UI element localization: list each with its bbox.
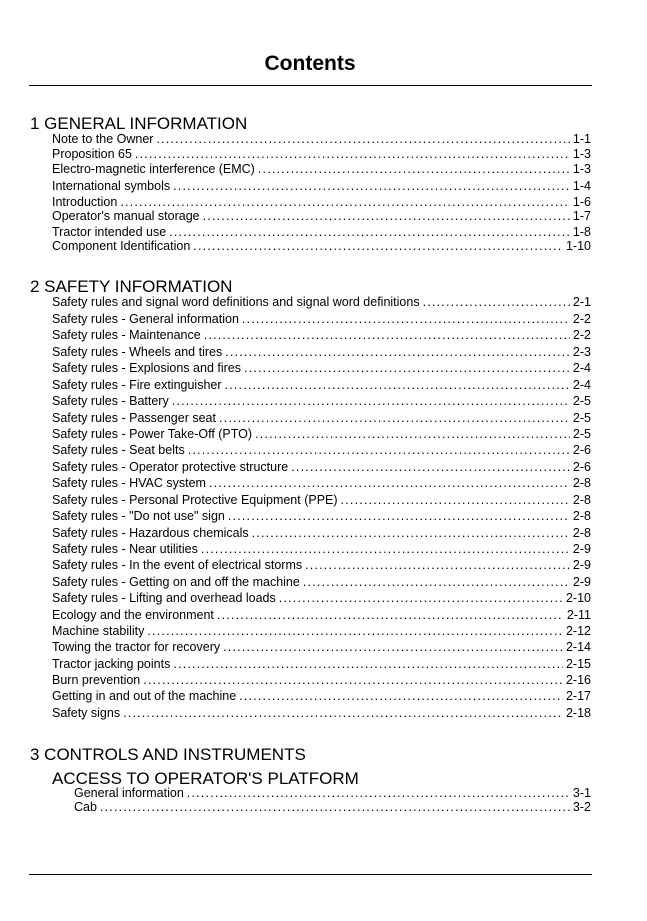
toc-entry[interactable] [74,786,591,801]
leader-dots [303,575,570,590]
toc-entry[interactable] [52,209,591,224]
toc-entry[interactable] [52,378,591,393]
leader-dots [147,624,563,639]
toc-entry-label: Operator's manual storage [52,209,200,223]
toc-entry-page: 1-10 [565,239,591,253]
toc-entry-page: 2-5 [572,427,591,441]
toc-entry-page: 2-5 [572,394,591,408]
toc-entry[interactable] [52,411,591,426]
toc-entry[interactable] [52,328,591,343]
leader-dots [173,179,570,194]
toc-entry-page: 2-5 [572,411,591,425]
toc-entry-page: 2-18 [565,706,591,720]
toc-entry-label: Introduction [52,195,118,209]
toc-entry-label: Safety rules - Battery [52,394,169,408]
toc-entry-label: Safety rules - Getting on and off the machine [52,575,300,589]
toc-entry-label: Safety rules - Maintenance [52,328,201,342]
toc-entry-page: 2-8 [572,509,591,523]
toc-entry-label: Safety rules - Personal Protective Equipment (PPE) [52,493,338,507]
leader-dots [225,378,570,393]
leader-dots [225,345,570,360]
leader-dots [228,509,570,524]
leader-dots [204,328,570,343]
toc-entry[interactable] [52,179,591,194]
toc-entry-label: Safety rules - General information [52,312,239,326]
toc-entry-label: Safety rules - Lifting and overhead loads [52,591,276,605]
leader-dots [252,526,570,541]
toc-entry-label: Safety rules - Hazardous chemicals [52,526,249,540]
leader-dots [193,239,563,254]
leader-dots [135,147,570,162]
toc-entry-label: Note to the Owner [52,132,154,146]
leader-dots [305,558,570,573]
top-rule [29,85,592,86]
section-heading-3: 3 CONTROLS AND INSTRUMENTS [30,745,306,764]
toc-entry[interactable] [52,225,591,240]
toc-entry-label: Safety rules - Near utilities [52,542,198,556]
leader-dots [209,476,570,491]
toc-entry[interactable] [52,162,591,177]
toc-entry[interactable] [52,558,591,573]
leader-dots [156,132,569,147]
toc-entry[interactable] [52,673,591,688]
leader-dots [239,689,563,704]
leader-dots [172,394,570,409]
toc-entry[interactable] [74,800,591,815]
bottom-rule [29,874,592,875]
toc-entry-label: International symbols [52,179,171,193]
toc-entry-label: Cab [74,800,97,814]
toc-entry-page: 2-8 [572,476,591,490]
leader-dots [244,361,570,376]
leader-dots [255,427,570,442]
toc-entry[interactable] [52,394,591,409]
toc-entry-label: Safety rules and signal word definitions and signal word definitions [52,295,420,309]
sub-heading: ACCESS TO OPERATOR'S PLATFORM [52,769,359,788]
toc-entry[interactable] [52,493,591,508]
toc-entry-page: 2-10 [565,591,591,605]
toc-entry[interactable] [52,624,591,639]
leader-dots [341,493,570,508]
toc-entry[interactable] [52,689,591,704]
toc-entry-label: Safety rules - Power Take-Off (PTO) [52,427,253,441]
toc-entry[interactable] [52,542,591,557]
toc-entry-label: Electro-magnetic interference (EMC) [52,162,255,176]
leader-dots [123,706,563,721]
toc-entry[interactable] [52,591,591,606]
toc-entry-page: 2-4 [572,378,591,392]
leader-dots [258,162,570,177]
toc-entry-page: 3-1 [572,786,591,800]
toc-entry-label: Safety signs [52,706,121,720]
toc-entry-label: Tractor intended use [52,225,167,239]
toc-entry-page: 2-8 [572,493,591,507]
toc-entry-label: Towing the tractor for recovery [52,640,221,654]
toc-entry[interactable] [52,575,591,590]
leader-dots [219,411,570,426]
toc-entry[interactable] [52,147,591,162]
toc-entry-label: Safety rules - "Do not use" sign [52,509,225,523]
toc-entry-page: 2-9 [572,575,591,589]
toc-entry-page: 2-8 [572,526,591,540]
leader-dots [279,591,563,606]
toc-entry-page: 2-9 [572,558,591,572]
toc-entry-page: 1-8 [572,225,591,239]
leader-dots [188,443,570,458]
toc-entry-label: Safety rules - Explosions and fires [52,361,241,375]
toc-entry[interactable] [52,361,591,376]
toc-entry-page: 2-1 [572,295,591,309]
toc-entry[interactable] [52,239,591,254]
toc-entry-label: Safety rules - HVAC system [52,476,206,490]
toc-entry-page: 1-3 [572,162,591,176]
toc-entry[interactable] [52,526,591,541]
toc-entry-label: General information [74,786,184,800]
toc-entry[interactable] [52,706,591,721]
page-title: Contents [264,52,356,75]
leader-dots [423,295,570,310]
leader-dots [187,786,570,801]
toc-entry-label: Machine stability [52,624,145,638]
toc-entry[interactable] [52,509,591,524]
leader-dots [291,460,570,475]
toc-entry[interactable] [52,312,591,327]
toc-entry-page: 2-3 [572,345,591,359]
toc-entry-page: 2-6 [572,460,591,474]
toc-entry-page: 2-17 [565,689,591,703]
toc-entry[interactable] [52,132,591,147]
toc-entry-page: 2-9 [572,542,591,556]
toc-entry[interactable] [52,460,591,475]
toc-entry-page: 1-3 [572,147,591,161]
toc-entry[interactable] [52,295,591,310]
toc-entry-label: Safety rules - Seat belts [52,443,185,457]
toc-entry-page: 2-12 [565,624,591,638]
toc-entry-page: 2-2 [572,312,591,326]
toc-entry-page: 2-15 [565,657,591,671]
toc-entry-label: Proposition 65 [52,147,132,161]
toc-entry-page: 1-4 [572,179,591,193]
toc-entry-label: Safety rules - In the event of electrical storms [52,558,303,572]
toc-entry-page: 2-4 [572,361,591,375]
toc-entry-label: Safety rules - Operator protective structure [52,460,289,474]
toc-entry-label: Getting in and out of the machine [52,689,237,703]
toc-entry[interactable] [52,476,591,491]
toc-entry-label: Ecology and the environment [52,608,214,622]
leader-dots [223,640,563,655]
toc-entry[interactable] [52,345,591,360]
leader-dots [203,209,570,224]
section-heading-1: 1 GENERAL INFORMATION [30,114,248,133]
toc-entry-page: 2-11 [566,608,591,622]
toc-entry-label: Component Identification [52,239,191,253]
leader-dots [242,312,570,327]
toc-entry-page: 2-2 [572,328,591,342]
leader-dots [100,800,570,815]
toc-entry-label: Tractor jacking points [52,657,171,671]
toc-entry[interactable] [52,608,591,623]
toc-entry[interactable] [52,195,591,210]
toc-entry[interactable] [52,427,591,442]
toc-entry-page: 1-1 [572,132,591,146]
section-heading-2: 2 SAFETY INFORMATION [30,277,233,296]
leader-dots [201,542,570,557]
toc-entry[interactable] [52,640,591,655]
toc-entry-label: Safety rules - Fire extinguisher [52,378,222,392]
toc-entry-page: 2-6 [572,443,591,457]
leader-dots [120,195,570,210]
leader-dots [173,657,563,672]
leader-dots [169,225,570,240]
toc-entry-page: 1-7 [572,209,591,223]
toc-entry-page: 3-2 [572,800,591,814]
toc-entry[interactable] [52,443,591,458]
toc-entry-page: 2-16 [565,673,591,687]
toc-entry-page: 2-14 [565,640,591,654]
toc-entry-label: Burn prevention [52,673,141,687]
leader-dots [217,608,564,623]
toc-entry[interactable] [52,657,591,672]
toc-entry-label: Safety rules - Wheels and tires [52,345,223,359]
toc-entry-page: 1-6 [572,195,591,209]
toc-entry-label: Safety rules - Passenger seat [52,411,216,425]
leader-dots [143,673,563,688]
